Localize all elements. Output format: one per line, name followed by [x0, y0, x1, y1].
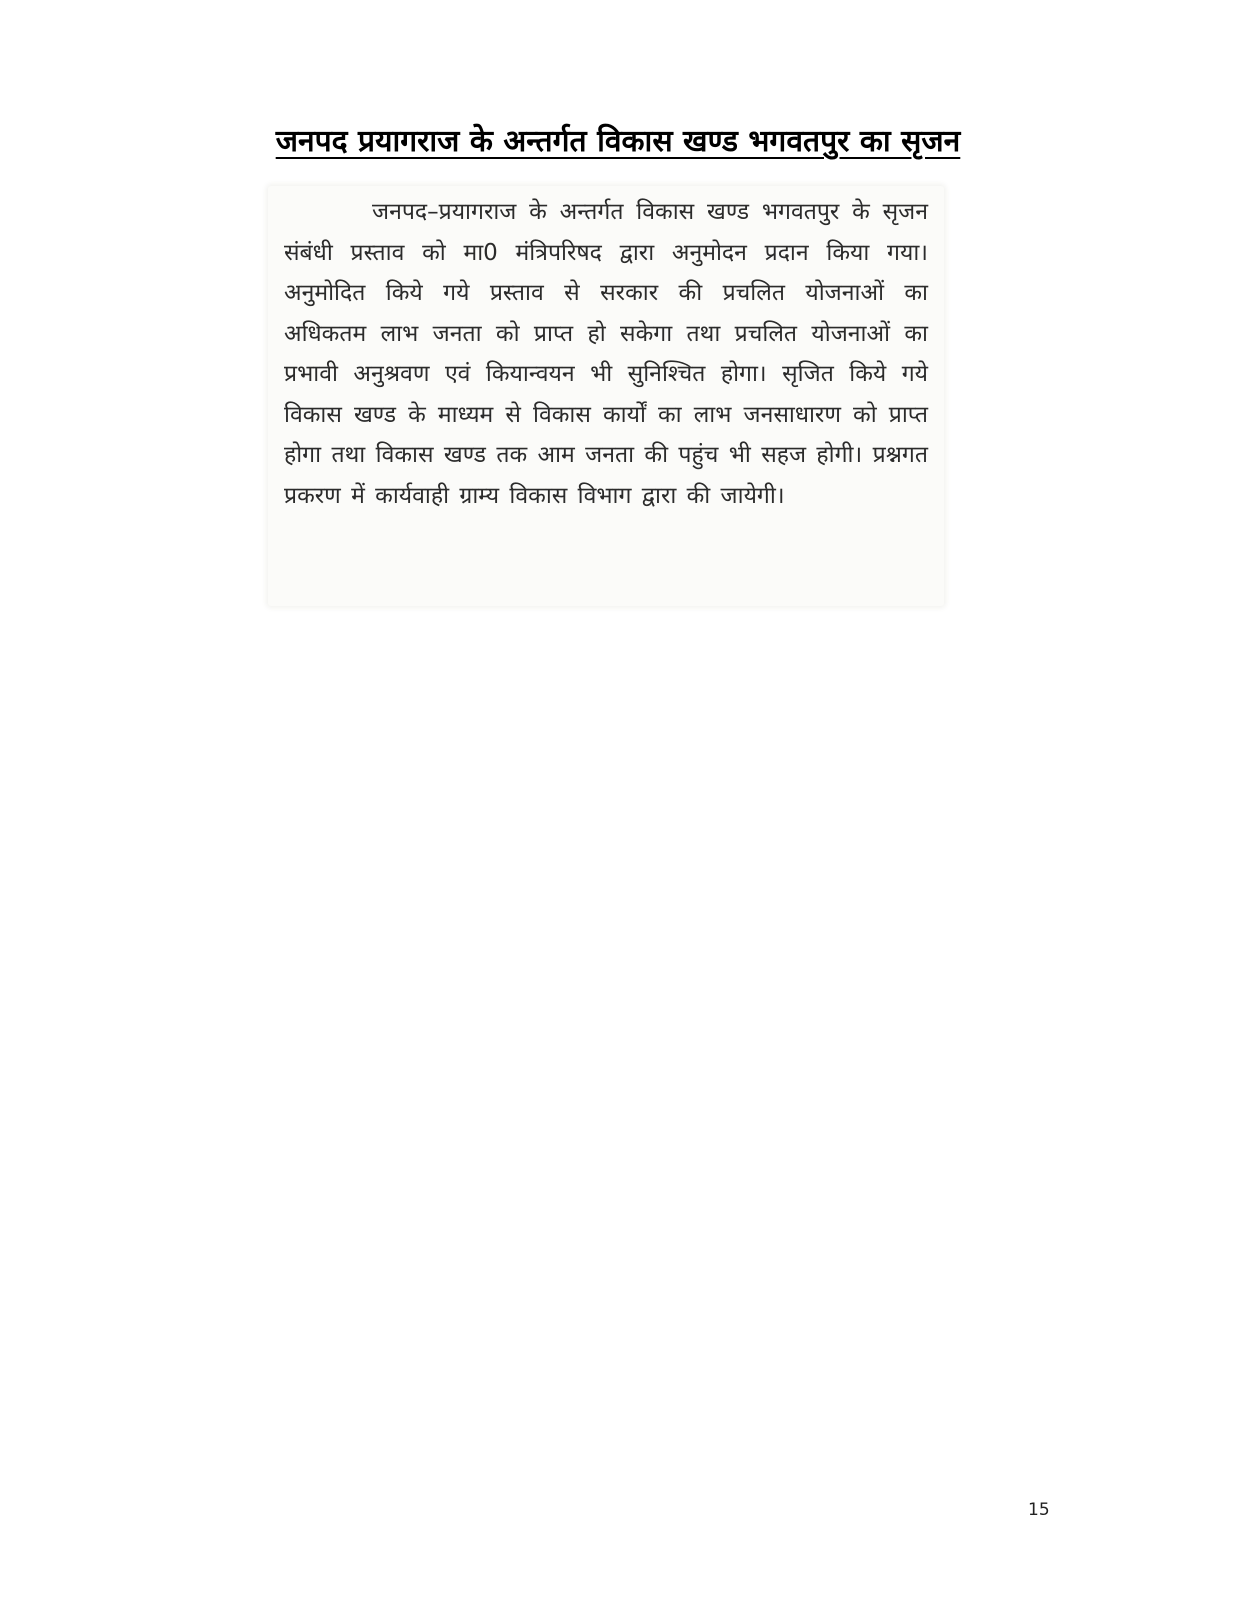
- page-title: [0, 122, 1236, 162]
- page-title-text: जनपद प्रयागराज के अन्तर्गत विकास खण्ड भगवतपुर का सृजन: [275, 124, 961, 159]
- body-paragraph: जनपद–प्रयागराज के अन्तर्गत विकास खण्ड भगवतपुर के सृजन संबंधी प्रस्ताव को मा0 मंत्रिपरिषद द्वारा अनुमोदन प्रदान किया गया। अनुमोदित किये गये प्रस्ताव से सरकार की प्रचलित योजनाओं का अधिकतम लाभ जनता को प्राप्त हो सकेगा तथा प्रचलित योजनाओं का प्रभावी अनुश्रवण एवं कियान्वयन भी सुनिश्चित होगा। सृजित किये गये विकास खण्ड के माध्यम से विकास कार्यों का लाभ जनसाधारण को प्राप्त होगा तथा विकास खण्ड तक आम जनता की पहुंच भी सहज होगी। प्रश्नगत प्रकरण में कार्यवाही ग्राम्य विकास विभाग द्वारा की जायेगी।: [284, 199, 928, 509]
- page-number: 15: [1028, 1500, 1050, 1520]
